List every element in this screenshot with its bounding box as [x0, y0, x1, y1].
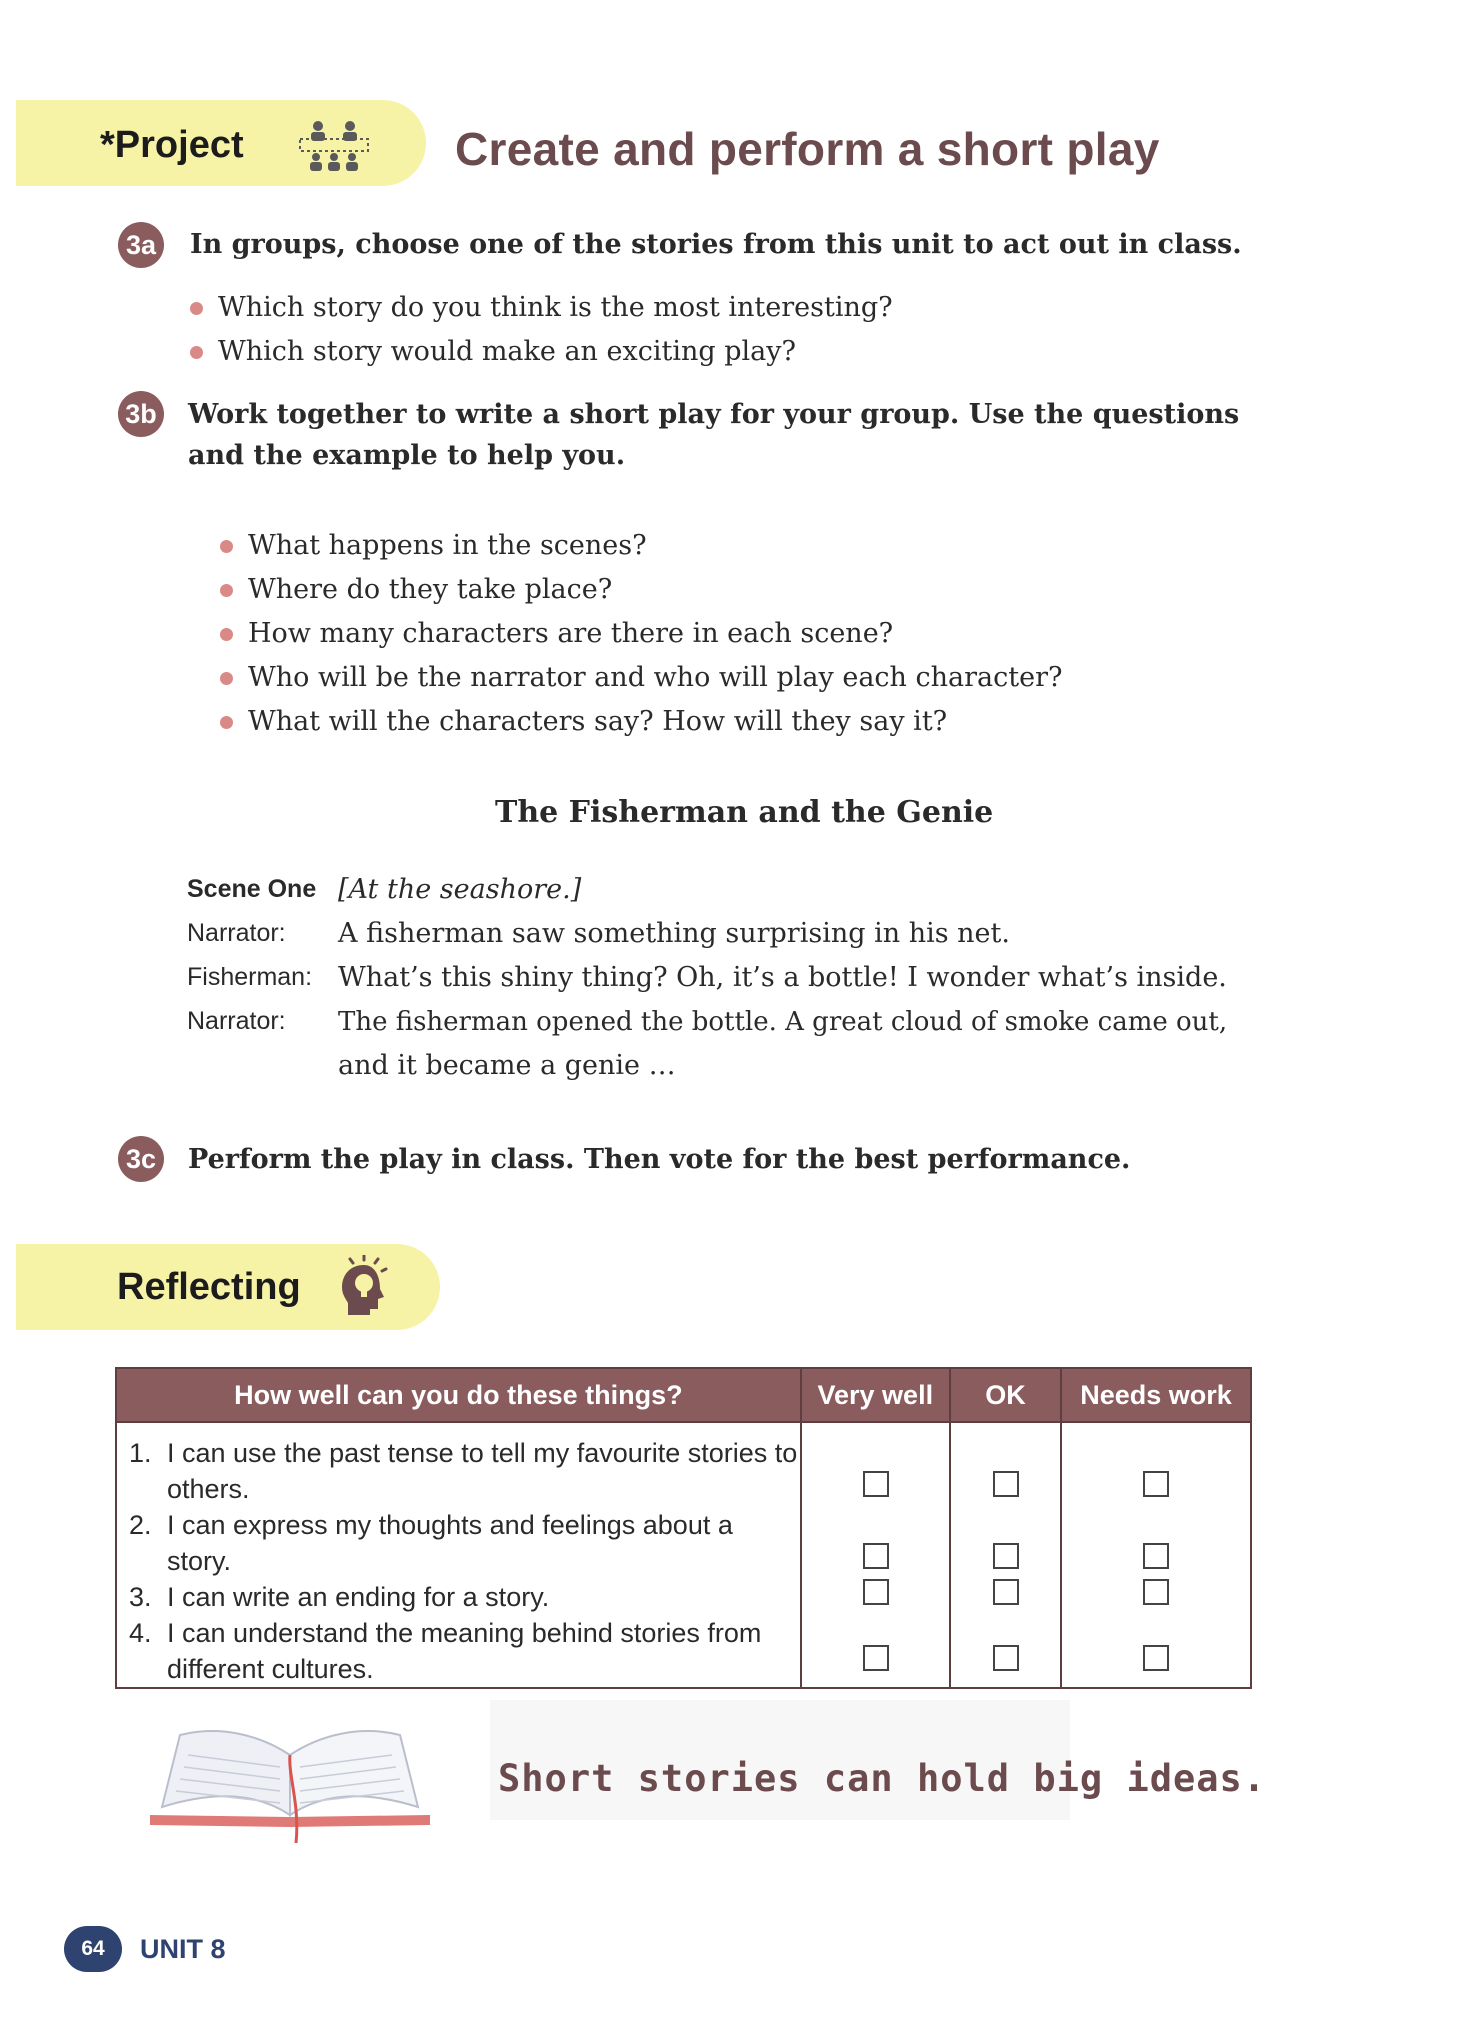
- step-3a-bullets: [190, 286, 893, 374]
- page-number: 64: [64, 1926, 122, 1972]
- play-title: The Fisherman and the Genie: [495, 795, 994, 830]
- checkbox-very-well-2[interactable]: [863, 1543, 889, 1569]
- header-skill: How well can you do these things?: [116, 1368, 801, 1422]
- speaker-label: Narrator:: [187, 1007, 286, 1035]
- list-item: 3. I can write an ending for a story.: [129, 1582, 550, 1612]
- thinking-head-icon: [336, 1255, 392, 1319]
- bullet-item: Which story do you think is the most interesting?: [190, 286, 893, 330]
- dialogue-line: and it became a genie …: [338, 1050, 676, 1081]
- checkbox-ok-3[interactable]: [993, 1579, 1019, 1605]
- checkbox-very-well-1[interactable]: [863, 1471, 889, 1497]
- ok-cell: [950, 1422, 1061, 1688]
- checkbox-needs-work-4[interactable]: [1143, 1645, 1169, 1671]
- group-icon: [296, 117, 372, 173]
- step-3b-instruction: Work together to write a short play for your group. Use the questions and the example to help you.: [188, 399, 1240, 471]
- checkbox-needs-work-1[interactable]: [1143, 1471, 1169, 1497]
- step-badge-3b: 3b: [118, 391, 164, 437]
- bullet-item: What will the characters say? How will they say it?: [220, 700, 1062, 744]
- list-item: 2. I can express my thoughts and feelings about a story.: [129, 1510, 733, 1576]
- checkbox-very-well-4[interactable]: [863, 1645, 889, 1671]
- header-needs-work: Needs work: [1061, 1368, 1251, 1422]
- table-header-row: [116, 1368, 1251, 1422]
- open-book-icon: [140, 1715, 440, 1845]
- scene-label: Scene One: [187, 875, 317, 903]
- checkbox-very-well-3[interactable]: [863, 1579, 889, 1605]
- bullet-item: How many characters are there in each scene?: [220, 612, 1062, 656]
- speaker-label: Fisherman:: [187, 963, 313, 991]
- reflecting-label: Reflecting: [117, 1266, 301, 1308]
- checkbox-ok-4[interactable]: [993, 1645, 1019, 1671]
- dialogue-line: What’s this shiny thing? Oh, it’s a bottle! I wonder what’s inside.: [338, 962, 1227, 993]
- skills-list: [117, 1423, 800, 1687]
- bullet-item: What happens in the scenes?: [220, 524, 1062, 568]
- project-title: Create and perform a short play: [455, 123, 1160, 175]
- motto-text: Short stories can hold big ideas.: [498, 1757, 1267, 1800]
- scene-direction: [At the seashore.]: [338, 874, 582, 905]
- reflecting-table: [115, 1367, 1252, 1689]
- skills-cell: [116, 1422, 801, 1688]
- checkbox-needs-work-2[interactable]: [1143, 1543, 1169, 1569]
- bullet-dot-icon: [190, 346, 203, 359]
- unit-label: UNIT 8: [140, 1934, 226, 1964]
- bullet-dot-icon: [220, 716, 233, 729]
- step-badge-3a: 3a: [118, 222, 164, 268]
- bullet-item: Who will be the narrator and who will play each character?: [220, 656, 1062, 700]
- dialogue-line: A fisherman saw something surprising in his net.: [338, 918, 1010, 949]
- step-3b-bullets: [220, 524, 1062, 744]
- project-label: *Project: [100, 124, 244, 166]
- step-3c-instruction: Perform the play in class. Then vote for the best performance.: [188, 1144, 1131, 1175]
- step-badge-3c: 3c: [118, 1136, 164, 1182]
- dialogue-line: The fisherman opened the bottle. A great cloud of smoke came out,: [338, 1007, 1228, 1037]
- bullet-item: Where do they take place?: [220, 568, 1062, 612]
- header-ok: OK: [950, 1368, 1061, 1422]
- list-item: 1. I can use the past tense to tell my favourite stories to others.: [129, 1438, 798, 1504]
- list-item: 4. I can understand the meaning behind stories from different cultures.: [129, 1618, 762, 1684]
- table-body-row: [116, 1422, 1251, 1688]
- checkbox-ok-1[interactable]: [993, 1471, 1019, 1497]
- header-very-well: Very well: [801, 1368, 950, 1422]
- bullet-dot-icon: [220, 628, 233, 641]
- bullet-dot-icon: [220, 672, 233, 685]
- step-3a-instruction: In groups, choose one of the stories from this unit to act out in class.: [190, 229, 1242, 260]
- speaker-label: Narrator:: [187, 919, 286, 947]
- very-well-cell: [801, 1422, 950, 1688]
- bullet-item: Which story would make an exciting play?: [190, 330, 893, 374]
- checkbox-ok-2[interactable]: [993, 1543, 1019, 1569]
- bullet-dot-icon: [220, 584, 233, 597]
- bullet-dot-icon: [190, 302, 203, 315]
- checkbox-needs-work-3[interactable]: [1143, 1579, 1169, 1605]
- needs-work-cell: [1061, 1422, 1251, 1688]
- bullet-dot-icon: [220, 540, 233, 553]
